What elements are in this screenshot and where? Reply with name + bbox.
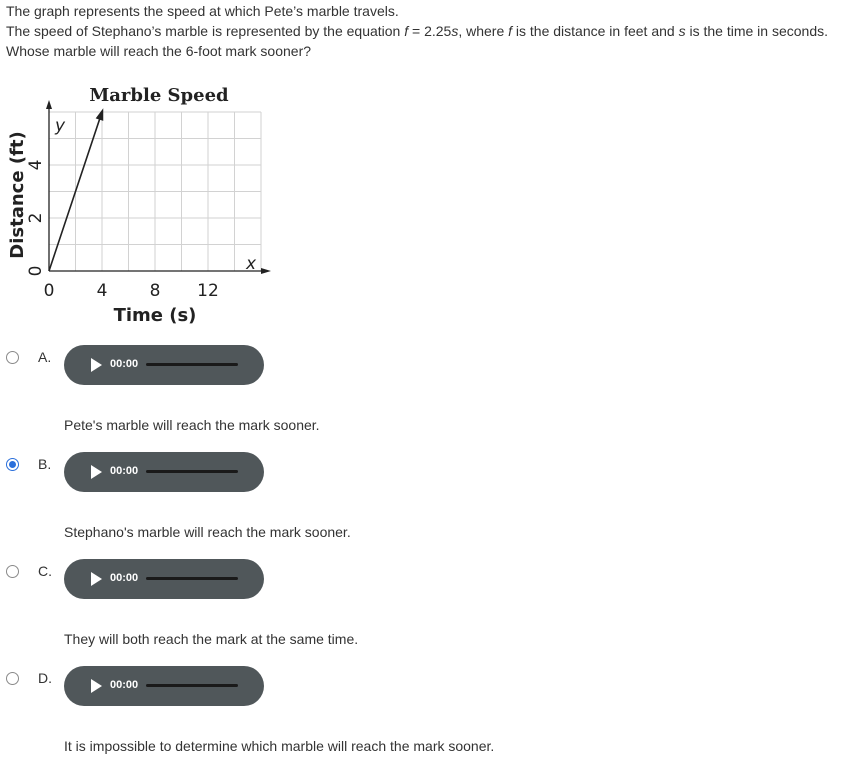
- answer-option[interactable]: [0, 351, 848, 451]
- play-icon[interactable]: [91, 572, 102, 586]
- option-letter: D.: [38, 670, 52, 686]
- option-letter: A.: [38, 349, 52, 365]
- play-icon[interactable]: [91, 679, 102, 693]
- audio-progress-track[interactable]: [146, 684, 238, 687]
- chart-svg: [6, 80, 276, 330]
- y-tick-label: 0: [26, 265, 46, 277]
- audio-progress-track[interactable]: [146, 470, 238, 473]
- option-radio[interactable]: [6, 672, 19, 685]
- var-s-2: s: [678, 23, 686, 39]
- audio-time: 00:00: [110, 572, 139, 584]
- y-variable-label: y: [54, 116, 66, 136]
- answer-option[interactable]: [0, 458, 848, 558]
- option-radio[interactable]: [6, 351, 19, 364]
- var-f: f: [404, 23, 409, 39]
- y-tick-label: 2: [26, 212, 46, 224]
- question-text: [6, 1, 846, 61]
- x-variable-label: x: [245, 254, 257, 274]
- audio-player[interactable]: [64, 559, 264, 599]
- question-line-2-part-3: , where: [458, 23, 509, 39]
- answer-option[interactable]: [0, 565, 848, 665]
- chart-title: Marble Speed: [89, 85, 229, 106]
- audio-player[interactable]: [64, 666, 264, 706]
- audio-player[interactable]: [64, 345, 264, 385]
- var-s: s: [451, 23, 459, 39]
- audio-time: 00:00: [110, 679, 139, 691]
- series-line-arrow: [96, 108, 104, 121]
- answer-option[interactable]: [0, 672, 848, 772]
- play-icon[interactable]: [91, 465, 102, 479]
- option-radio[interactable]: [6, 565, 19, 578]
- audio-player[interactable]: [64, 452, 264, 492]
- audio-time: 00:00: [110, 465, 139, 477]
- option-letter: C.: [38, 563, 52, 579]
- var-f-2: f: [508, 23, 513, 39]
- x-tick-label: 12: [197, 281, 219, 301]
- option-text: It is impossible to determine which marble will reach the mark sooner.: [64, 738, 495, 754]
- audio-progress-track[interactable]: [146, 577, 238, 580]
- play-icon[interactable]: [91, 358, 102, 372]
- audio-time: 00:00: [110, 358, 139, 370]
- option-text: Stephano's marble will reach the mark sooner.: [64, 524, 351, 540]
- question-line-2: [6, 21, 846, 41]
- x-tick-label: 4: [96, 281, 108, 301]
- y-tick-label: 4: [26, 159, 46, 171]
- y-axis-arrow: [46, 100, 52, 109]
- question-line-1: The graph represents the speed at which Pete’s marble travels.: [6, 3, 399, 19]
- option-letter: B.: [38, 456, 52, 472]
- question-line-2-part-4: is the distance in feet and: [512, 23, 679, 39]
- question-line-2-part-5: is the time in seconds.: [685, 23, 828, 39]
- option-text: They will both reach the mark at the same time.: [64, 631, 359, 647]
- option-text: Pete's marble will reach the mark sooner.: [64, 417, 320, 433]
- x-axis-label: Time (s): [113, 305, 197, 326]
- audio-progress-track[interactable]: [146, 363, 238, 366]
- option-radio[interactable]: [6, 458, 19, 471]
- x-tick-label: 8: [149, 281, 161, 301]
- x-tick-label: 0: [43, 281, 55, 301]
- question-line-2-part-1: The speed of Stephano’s marble is represented by the equation: [6, 23, 405, 39]
- x-axis-arrow: [261, 268, 271, 274]
- marble-speed-graph: [6, 80, 276, 330]
- y-axis-label: Distance (ft): [7, 131, 28, 259]
- question-line-2-part-2: = 2.25: [408, 23, 452, 39]
- question-line-3: Whose marble will reach the 6-foot mark sooner?: [6, 43, 312, 59]
